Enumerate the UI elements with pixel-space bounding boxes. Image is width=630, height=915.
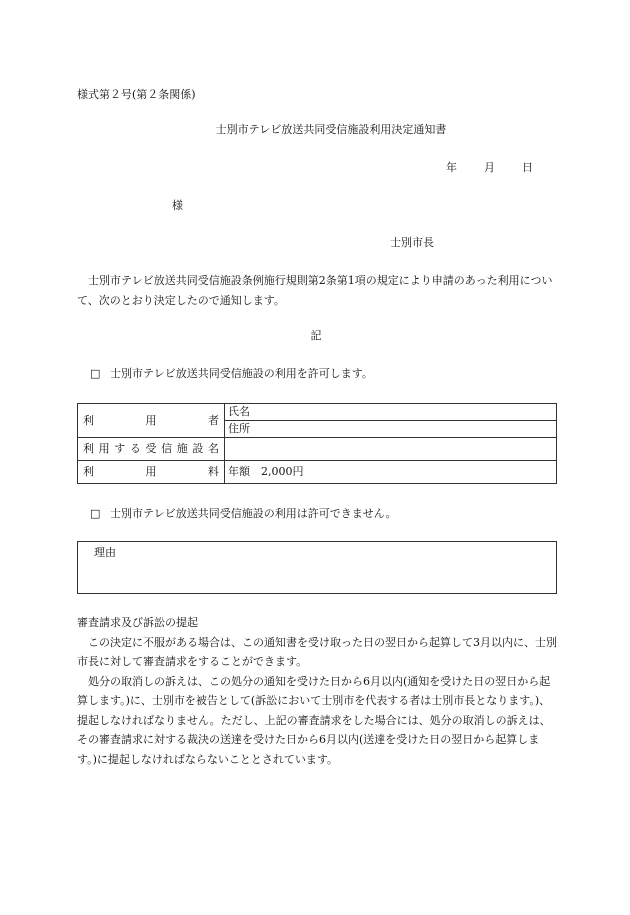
name-label: 氏名 (228, 405, 250, 419)
deny-checkbox[interactable]: □ (90, 507, 101, 520)
appeal-paragraph-1: この決定に不服がある場合は、この通知書を受け取った日の翌日から起算して3月以内に、士別市長に対して審査請求をすることができます。 (77, 635, 557, 668)
table-row (78, 438, 557, 461)
appeal-paragraph-2: 処分の取消しの訴えは、この処分の通知を受けた日から6月以内(通知を受けた日の翌日から起算します。)に、士別市を被告として(訴訟において士別市を代表する者は士別市長となります。)、提起しなければなりません。ただし、上記の審査請求をした場合には、処分の取消しの訴えは、その審査請求に対する裁決の送達を受けた日から6月以内(送達を受けた日の翌日から起算します。)に提起しなければならないこととされています。 (77, 674, 551, 766)
document-title: 士別市テレビ放送共同受信施設利用決定通知書 (215, 123, 447, 136)
date-day: 日 (522, 161, 533, 174)
user-label-cell (78, 404, 225, 438)
reason-label: 理由 (94, 546, 116, 559)
reason-box[interactable] (77, 541, 557, 594)
date-year: 年 (446, 161, 457, 174)
appeal-section (77, 613, 557, 769)
addressee-suffix: 様 (172, 199, 183, 212)
deny-option (90, 506, 396, 522)
permit-option (90, 366, 373, 382)
facility-label: 利 用 す る 受 信 施 設 名 (83, 442, 219, 456)
date-line (446, 160, 533, 176)
address-cell[interactable] (225, 421, 557, 438)
fee-label: 利 用 料 (83, 465, 219, 479)
facility-label-cell (78, 438, 225, 461)
ki-heading: 記 (310, 329, 322, 342)
table-row (78, 404, 557, 421)
permit-details-table (77, 403, 557, 484)
permit-checkbox[interactable]: □ (90, 367, 101, 380)
deny-text: 士別市テレビ放送共同受信施設の利用は許可できません。 (110, 507, 397, 520)
issuer: 士別市長 (390, 236, 434, 249)
fee-label-cell (78, 461, 225, 484)
address-label: 住所 (228, 422, 250, 436)
permit-text: 士別市テレビ放送共同受信施設の利用を許可します。 (110, 367, 373, 380)
appeal-heading: 審査請求及び訴訟の提起 (77, 616, 198, 629)
user-label: 利 用 者 (83, 413, 219, 427)
form-number: 様式第２号(第２条関係) (77, 88, 196, 101)
name-cell[interactable] (225, 404, 557, 421)
date-month: 月 (484, 161, 495, 174)
facility-value-cell[interactable] (225, 438, 557, 461)
fee-value-cell: 年額 2,000円 (225, 461, 557, 484)
body-text: 士別市テレビ放送共同受信施設条例施行規則第2条第1項の規定により申請のあった利用について、次のとおり決定したので通知します。 (77, 274, 553, 307)
table-row (78, 461, 557, 484)
